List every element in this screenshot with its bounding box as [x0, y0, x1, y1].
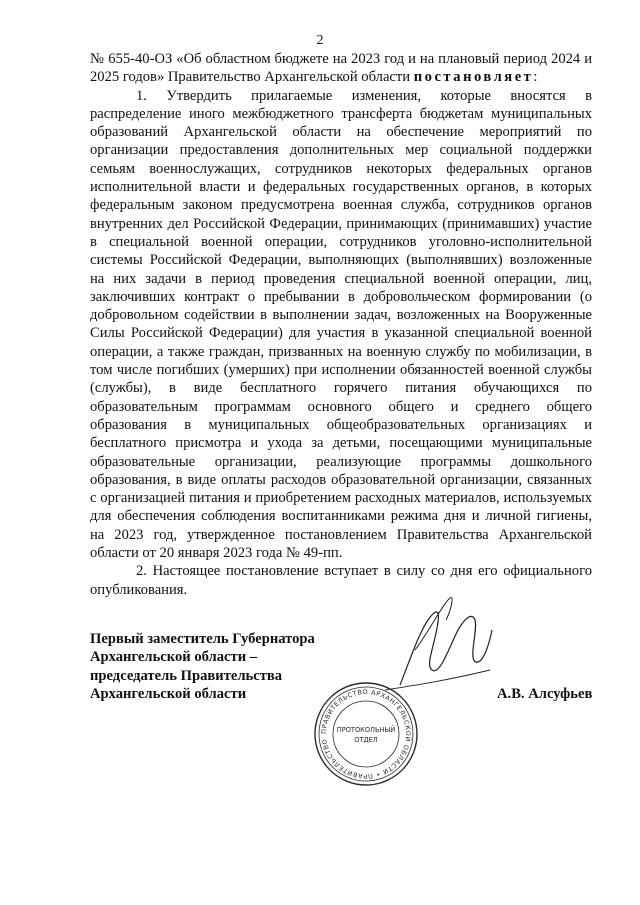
signer-title-line-3: председатель Правительства: [90, 667, 283, 684]
intro-colon: :: [533, 69, 538, 86]
svg-text:ПРАВИТЕЛЬСТВО АРХАНГЕЛЬСКОЙ ОБ: ПРАВИТЕЛЬСТВО АРХАНГЕЛЬСКОЙ ОБЛАСТИ • ПРАВИТЕЛЬСТВО: [319, 687, 413, 781]
intro-text: № 655-40-ОЗ «Об областном бюджете на 2023 год и на плановый период 2024 и 2025 годов» Правительство Архангельской области: [90, 51, 592, 86]
signer-name: А.В. Алсуфьев: [497, 686, 593, 702]
page-number: 2: [316, 33, 324, 48]
signer-title-line-2: Архангельской области –: [90, 649, 258, 666]
keyword-postanovlyaet: постановляет: [413, 69, 534, 86]
signer-title-line-1: Первый заместитель Губернатора: [90, 631, 315, 647]
document-body: [90, 50, 592, 599]
svg-text:ПРОТОКОЛЬНЫЙ: ПРОТОКОЛЬНЫЙ: [336, 726, 396, 734]
signer-title-block: [90, 630, 330, 703]
paragraph-item-1: 1. Утвердить прилагаемые изменения, которые вносятся в распределение иного межбюджетного трансферта бюджетам муниципальных образований Архангельской области на обеспечение мероприятий по организации предоставления дополнительных мер социальной поддержки семьям военнослужащих, сотрудников некоторых федеральных органов исполнительной власти и федеральных государственных органов, в которых федеральным законом предусмотрена военная служба, сотрудников органов внутренних дел Российской Федерации, принимающих (принимавших) участие в специальной военной операции, сотрудников уголовно-исполнительной системы Российской Федерации, выполняющих (выполнявших) возложенные на них задачи в период проведения специальной военной операции, лиц, заключивших контракт о пребывании в добровольческом формировании (о добровольном содействии в выполнении задач, возложенных на Вооруженные Силы Российской Федерации) для участия в указанной специальной военной операции, а также граждан, призванных на военную службу по мобилизации, в том числе погибших (умерших) при исполнении обязанностей военной службы (службы), в виде бесплатного горячего питания обучающихся по образовательным программам основного общего и среднего общего образования в муниципальных общеобразовательных организациях и бесплатного присмотра и ухода за детьми, посещающими муниципальные образовательные организации, реализующие программы дошкольного образования, в виде оплаты расходов образовательной организации, связанных с организацией питания и приобретением расходных материалов, используемых для обеспечения соблюдения воспитанниками режима дня и личной гигиены, на 2023 год, утвержденное постановлением Правительства Архангельской области от 20 января 2023 года № 49-пп.: [90, 87, 592, 562]
paragraph-intro: [90, 50, 592, 87]
official-stamp: [312, 680, 420, 788]
signer-title-line-4: Архангельской области: [90, 685, 247, 702]
paragraph-item-2: 2. Настоящее постановление вступает в силу со дня его официального опубликования.: [90, 563, 592, 598]
svg-text:ОТДЕЛ: ОТДЕЛ: [354, 736, 378, 744]
